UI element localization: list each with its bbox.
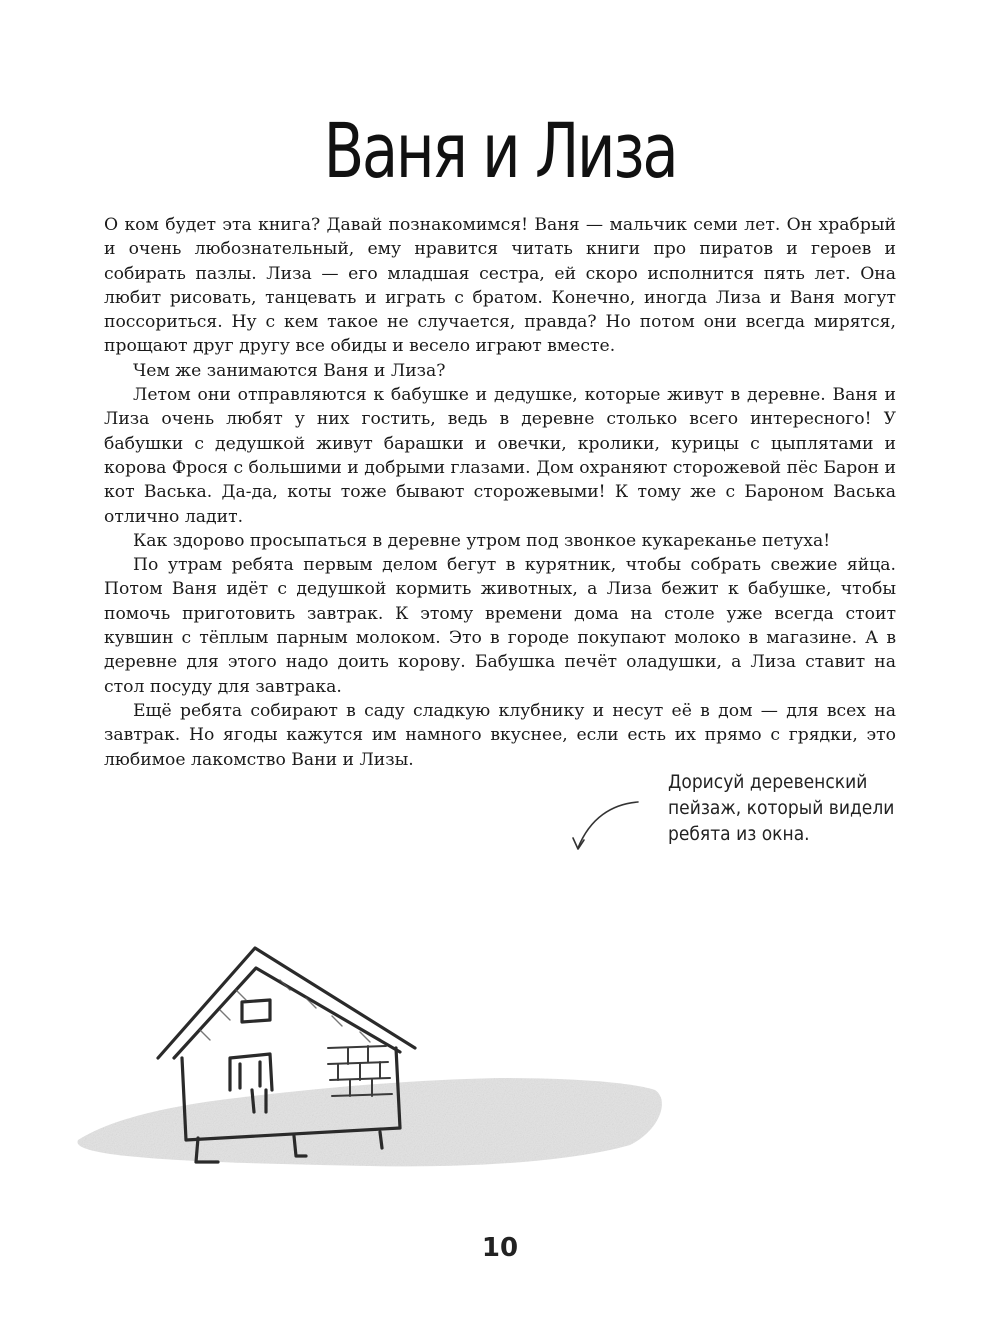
paragraph: По утрам ребята первым делом бегут в курятник, чтобы собрать свежие яйца. Потом Ваня идёт с дедушкой кормить животных, а Лиза бежит к бабушке, чтобы помочь приготовить завтрак. К этому времени дома на столе уже всегда стоит кувшин с тёплым парным молоком. Это в городе покупают молоко в магазине. А в деревне для этого надо доить корову. Бабушка печёт оладушки, а Лиза ставит на стол посуду для завтрака. <box>104 555 896 697</box>
body-text <box>104 213 896 772</box>
page-title: Ваня и Лиза <box>323 106 677 195</box>
drawing-hint <box>668 769 902 847</box>
curved-arrow-icon <box>560 798 650 858</box>
paragraph: Ещё ребята собирают в саду сладкую клубнику и несут её в дом — для всех на завтрак. Но ягоды кажутся им намного вкуснее, если есть их прямо с грядки, это любимое лакомство Вани и Лизы. <box>104 700 896 770</box>
drawing-hint-line: пейзаж, который видели <box>668 797 895 819</box>
paragraph: Как здорово просыпаться в деревне утром под звонкое кукареканье петуха! <box>133 530 831 551</box>
drawing-hint-line: ребята из окна. <box>668 823 810 845</box>
paragraph: О ком будет эта книга? Давай познакомимся! Ваня — мальчик семи лет. Он храбрый и очень любознательный, ему нравится читать книги про пиратов и героев и собирать пазлы. Лиза — его младшая сестра, ей скоро исполнится пять лет. Она любит рисовать, танцевать и играть с братом. Конечно, иногда Лиза и Ваня могут поссориться. Ну с кем такое не случается, правда? Но потом они всегда мирятся, прощают друг другу все обиды и весело играют вместе. <box>104 215 896 357</box>
drawing-hint-line: Дорисуй деревенский <box>668 771 868 793</box>
house-drawing-icon <box>70 940 690 1180</box>
paragraph: Летом они отправляются к бабушке и дедушке, которые живут в деревне. Ваня и Лиза очень любят у них гостить, ведь в деревне столько всего интересного! У бабушки с дедушкой живут барашки и овечки, кролики, курицы с цыплятами и корова Фрося с большими и добрыми глазами. Дом охраняют сторожевой пёс Барон и кот Васька. Да-да, коты тоже бывают сторожевыми! К тому же с Бароном Васька отлично ладит. <box>104 385 896 527</box>
paragraph: Чем же занимаются Ваня и Лиза? <box>133 360 446 381</box>
page-number: 10 <box>481 1233 519 1263</box>
